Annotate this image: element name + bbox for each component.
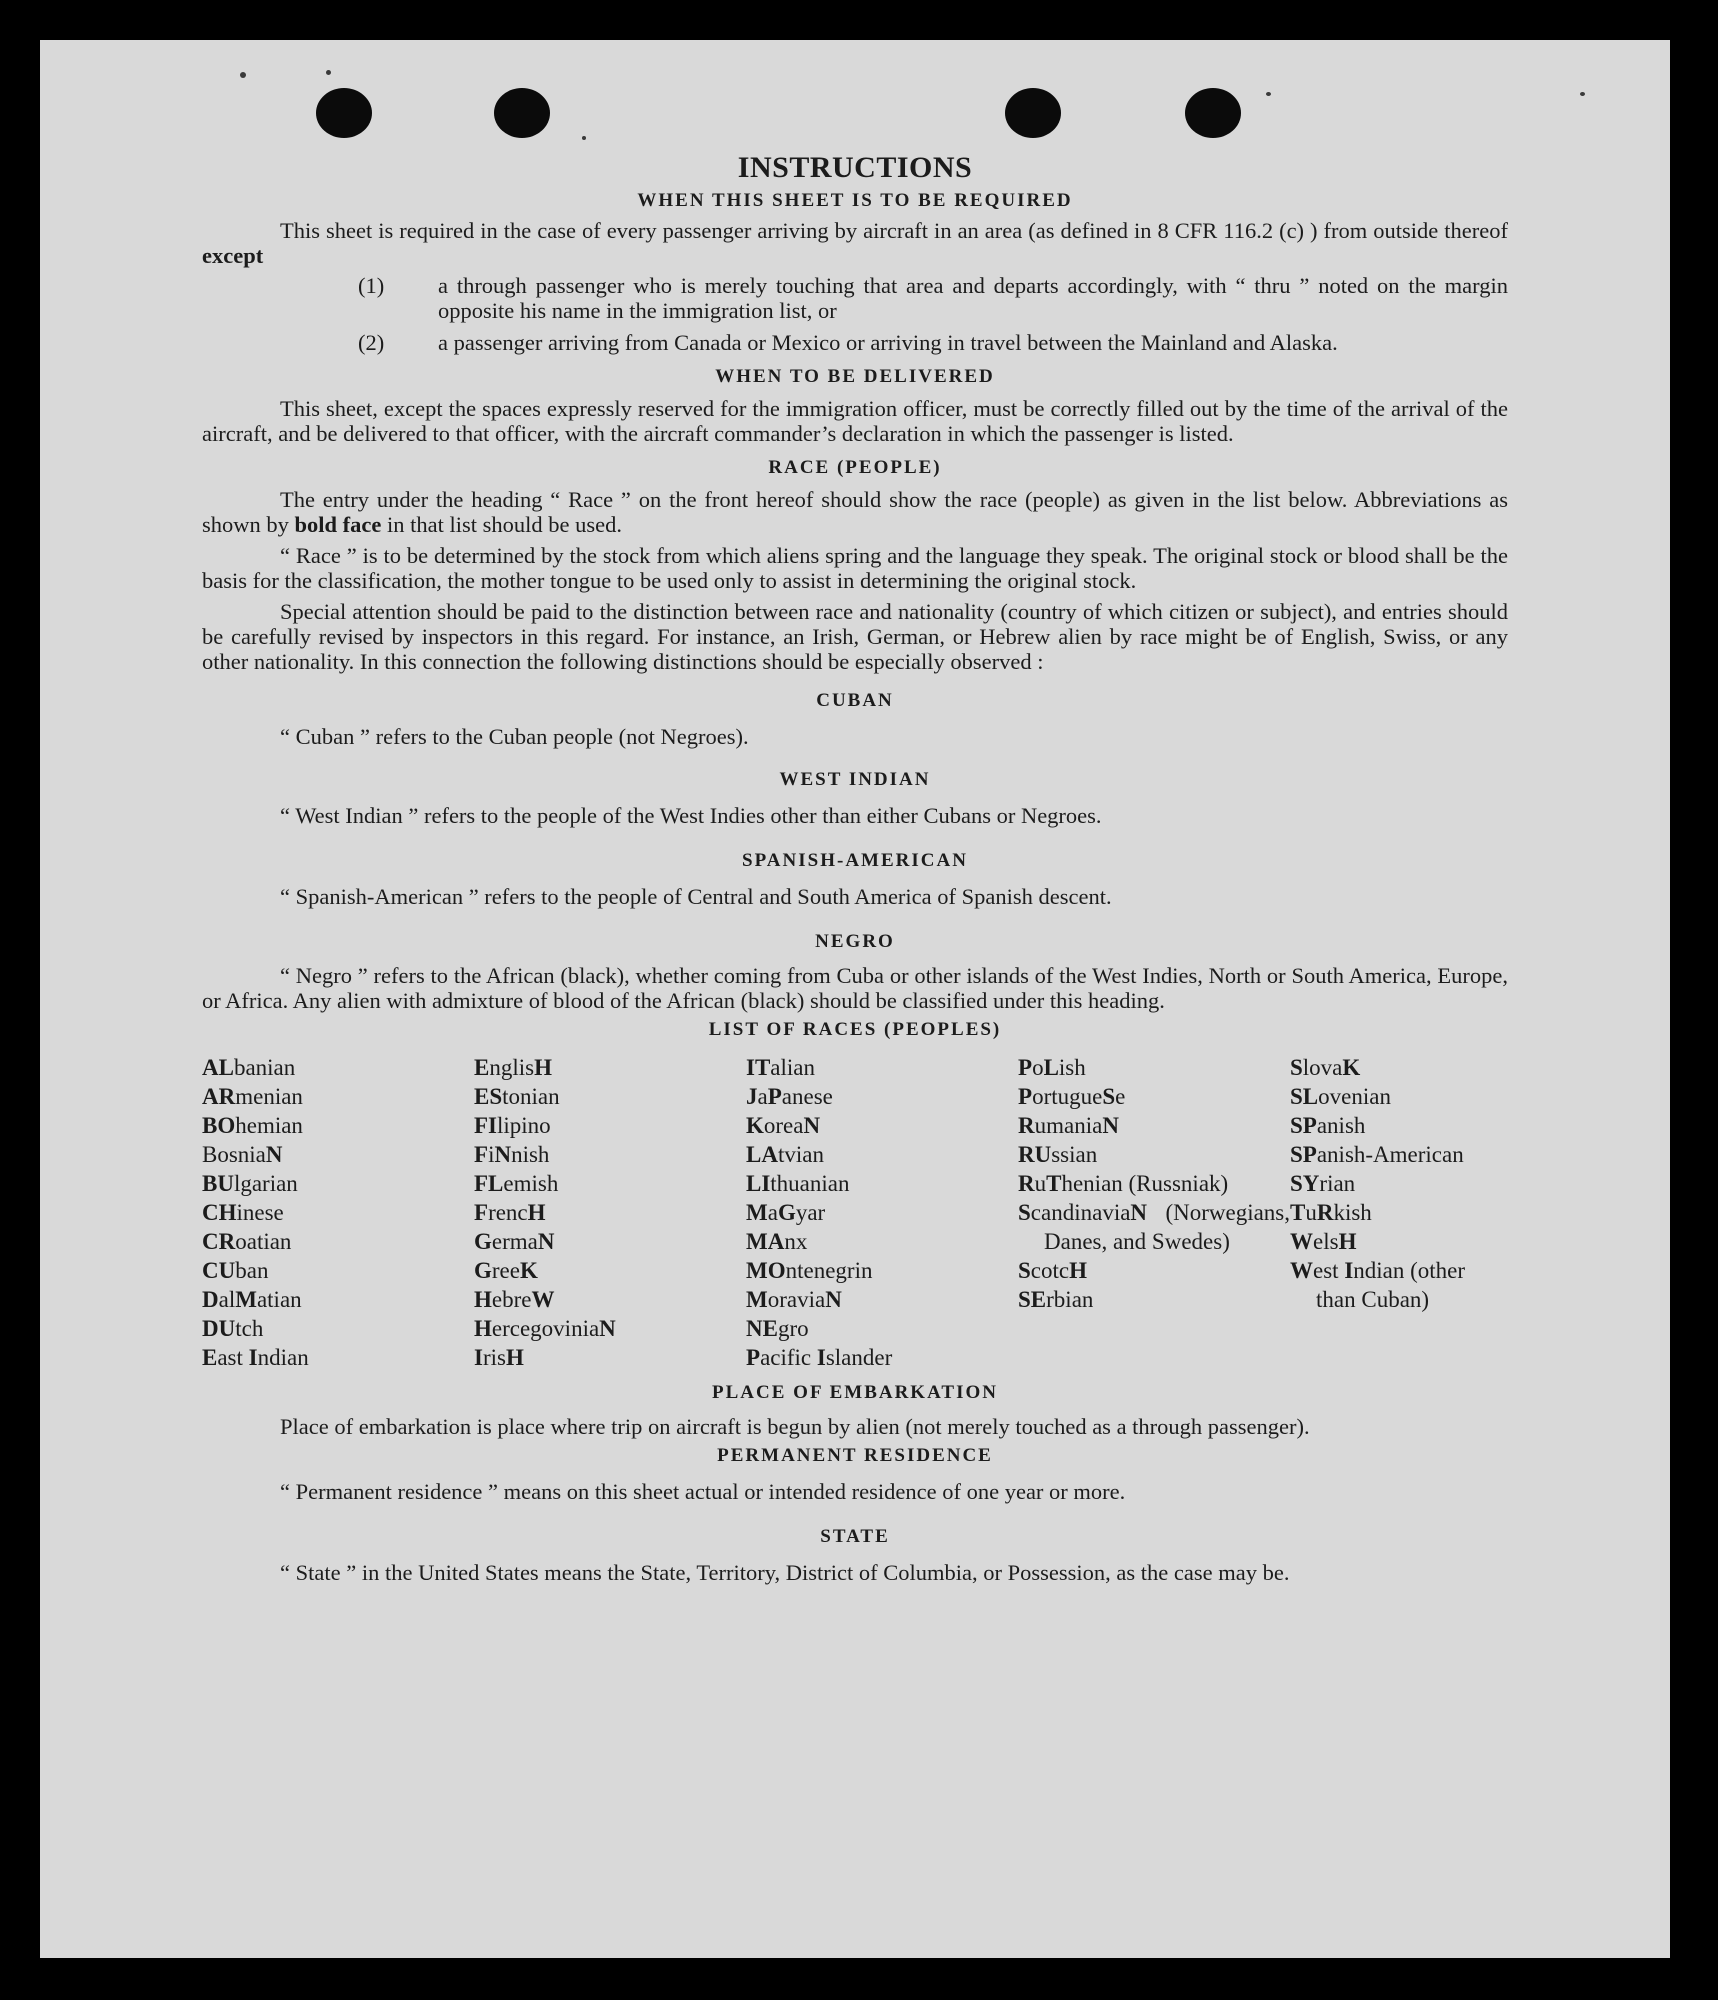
instructions-content bbox=[202, 150, 1508, 1585]
race-entry: ARmenian bbox=[202, 1084, 303, 1109]
heading-list-of-races: LIST OF RACES (PEOPLES) bbox=[708, 1019, 1002, 1040]
race-entry: HercegoviniaN bbox=[474, 1316, 616, 1341]
heading-when-delivered: WHEN TO BE DELIVERED bbox=[715, 366, 995, 387]
race-column bbox=[1290, 1053, 1508, 1372]
punch-hole bbox=[316, 88, 372, 138]
item-text: a passenger arriving from Canada or Mexico or arriving in travel between the Mainland and Alaska. bbox=[438, 330, 1338, 355]
race-paragraph-1: The entry under the heading “ Race ” on the front hereof should show the race (people) as given in the list below. Abbreviations as shown by bold face in that list should be used. bbox=[202, 487, 1508, 537]
race-entry: EnglisH bbox=[474, 1055, 552, 1080]
race-entry: TuRkish bbox=[1290, 1200, 1372, 1225]
race-entry: MAnx bbox=[746, 1229, 808, 1254]
item-number: (1) bbox=[358, 273, 385, 298]
speck bbox=[1580, 92, 1585, 96]
race-entry: East Indian bbox=[202, 1345, 309, 1370]
race-entry: West Indian (other than Cuban) bbox=[1290, 1258, 1466, 1312]
race-entry: FiNnish bbox=[474, 1142, 550, 1167]
item-text: a through passenger who is merely touching that area and departs accordingly, with “ thru ” noted on the margin opposite his name in the immigration list, or bbox=[438, 273, 1508, 323]
heading-west-indian: WEST INDIAN bbox=[779, 769, 931, 790]
race-entry: EStonian bbox=[474, 1084, 560, 1109]
speck bbox=[582, 136, 586, 140]
spanish-american-text: “ Spanish-American ” refers to the people of Central and South America of Spanish descent. bbox=[280, 884, 1112, 909]
delivered-text: This sheet, except the spaces expressly reserved for the immigration officer, must be correctly filled out by the time of the arrival of the aircraft, and be delivered to that officer, with the aircraft commander’s declaration in which the passenger is listed. bbox=[202, 396, 1508, 446]
race-entry: KoreaN bbox=[746, 1113, 821, 1138]
race-entry: HebreW bbox=[474, 1287, 555, 1312]
race-paragraph-2: “ Race ” is to be determined by the stock from which aliens spring and the language they speak. The original stock or blood shall be the basis for the classification, the mother tongue to be used only to assist in determining the original stock. bbox=[202, 543, 1508, 593]
race-entry: ScandinaviaN (Norwegians, Danes, and Swedes) bbox=[1018, 1200, 1290, 1254]
exception-item-1 bbox=[202, 273, 1508, 323]
race-entry: ScotcH bbox=[1018, 1258, 1087, 1283]
race-entry: GreeK bbox=[474, 1258, 538, 1283]
race-entry: FrencH bbox=[474, 1200, 546, 1225]
heading-negro: NEGRO bbox=[815, 931, 895, 952]
race-column bbox=[1018, 1053, 1290, 1372]
race-entry: IrisH bbox=[474, 1345, 524, 1370]
race-entry: NEgro bbox=[746, 1316, 809, 1341]
heading-when-required: WHEN THIS SHEET IS TO BE REQUIRED bbox=[637, 190, 1073, 211]
race-column bbox=[474, 1053, 746, 1372]
heading-race: RACE (PEOPLE) bbox=[768, 457, 942, 478]
race-entry: CHinese bbox=[202, 1200, 284, 1225]
item-number: (2) bbox=[358, 330, 385, 355]
race-entry: JaPanese bbox=[746, 1084, 833, 1109]
race-entry: MoraviaN bbox=[746, 1287, 842, 1312]
race-entry: FIlipino bbox=[474, 1113, 551, 1138]
race-entry: SlovaK bbox=[1290, 1055, 1361, 1080]
race-entry: DUtch bbox=[202, 1316, 264, 1341]
race-entry: PoLish bbox=[1018, 1055, 1086, 1080]
race-entry: BOhemian bbox=[202, 1113, 303, 1138]
race-entry: SPanish bbox=[1290, 1113, 1366, 1138]
race-entry: RUssian bbox=[1018, 1142, 1098, 1167]
exception-item-2 bbox=[202, 330, 1508, 355]
heading-embarkation: PLACE OF EMBARKATION bbox=[712, 1382, 998, 1403]
race-entry: LAtvian bbox=[746, 1142, 824, 1167]
race-column bbox=[746, 1053, 1018, 1372]
cuban-text: “ Cuban ” refers to the Cuban people (not Negroes). bbox=[280, 724, 749, 749]
embarkation-text: Place of embarkation is place where trip on aircraft is begun by alien (not merely touched as a through passenger). bbox=[280, 1414, 1310, 1439]
race-entry: SPanish-American bbox=[1290, 1142, 1464, 1167]
race-entry: GermaN bbox=[474, 1229, 555, 1254]
race-entry: CUban bbox=[202, 1258, 269, 1283]
document-page bbox=[40, 40, 1670, 1958]
west-indian-text: “ West Indian ” refers to the people of the West Indies other than either Cubans or Negroes. bbox=[280, 803, 1102, 828]
race-entry: LIthuanian bbox=[746, 1171, 850, 1196]
race-column bbox=[202, 1053, 474, 1372]
speck bbox=[1266, 92, 1271, 96]
race-entry: RuThenian (Russniak) bbox=[1018, 1171, 1229, 1196]
race-entry: MOntenegrin bbox=[746, 1258, 873, 1283]
race-entry: CRoatian bbox=[202, 1229, 292, 1254]
punch-hole bbox=[494, 88, 550, 138]
heading-spanish-american: SPANISH-AMERICAN bbox=[742, 850, 968, 871]
race-entry: SYrian bbox=[1290, 1171, 1356, 1196]
state-text: “ State ” in the United States means the State, Territory, District of Columbia, or Possession, as the case may be. bbox=[280, 1560, 1290, 1585]
negro-text: “ Negro ” refers to the African (black), whether coming from Cuba or other islands of the West Indies, North or South America, Europe, or Africa. Any alien with admixture of blood of the African (black) should be classified under this heading. bbox=[202, 963, 1508, 1013]
race-entry: Pacific Islander bbox=[746, 1345, 893, 1370]
list-of-races bbox=[202, 1053, 1508, 1372]
race-entry: MaGyar bbox=[746, 1200, 826, 1225]
punch-hole bbox=[1005, 88, 1061, 138]
speck bbox=[326, 70, 331, 75]
race-entry: FLemish bbox=[474, 1171, 559, 1196]
heading-state: STATE bbox=[820, 1526, 890, 1547]
heading-cuban: CUBAN bbox=[816, 690, 894, 711]
page-title: INSTRUCTIONS bbox=[737, 151, 973, 184]
punch-hole bbox=[1185, 88, 1241, 138]
race-entry: RumaniaN bbox=[1018, 1113, 1119, 1138]
race-entry: DalMatian bbox=[202, 1287, 302, 1312]
heading-permanent-residence: PERMANENT RESIDENCE bbox=[717, 1445, 993, 1466]
race-entry: ALbanian bbox=[202, 1055, 296, 1080]
required-intro: This sheet is required in the case of every passenger arriving by aircraft in an area (as defined in 8 CFR 116.2 (c) ) from outside thereof except bbox=[202, 218, 1508, 268]
residence-text: “ Permanent residence ” means on this sheet actual or intended residence of one year or more. bbox=[280, 1479, 1126, 1504]
race-entry: SErbian bbox=[1018, 1287, 1094, 1312]
race-entry: WelsH bbox=[1290, 1229, 1357, 1254]
race-entry: PortugueSe bbox=[1018, 1084, 1126, 1109]
race-entry: SLovenian bbox=[1290, 1084, 1391, 1109]
race-entry: BUlgarian bbox=[202, 1171, 298, 1196]
race-entry: BosniaN bbox=[202, 1142, 283, 1167]
speck bbox=[240, 72, 246, 78]
race-paragraph-3: Special attention should be paid to the distinction between race and nationality (country of which citizen or subject), and entries should be carefully revised by inspectors in this regard. For instance, an Irish, German, or Hebrew alien by race might be of English, Swiss, or any other nationality. In this connection the following distinctions should be especially observed : bbox=[202, 599, 1508, 674]
race-entry: ITalian bbox=[746, 1055, 815, 1080]
